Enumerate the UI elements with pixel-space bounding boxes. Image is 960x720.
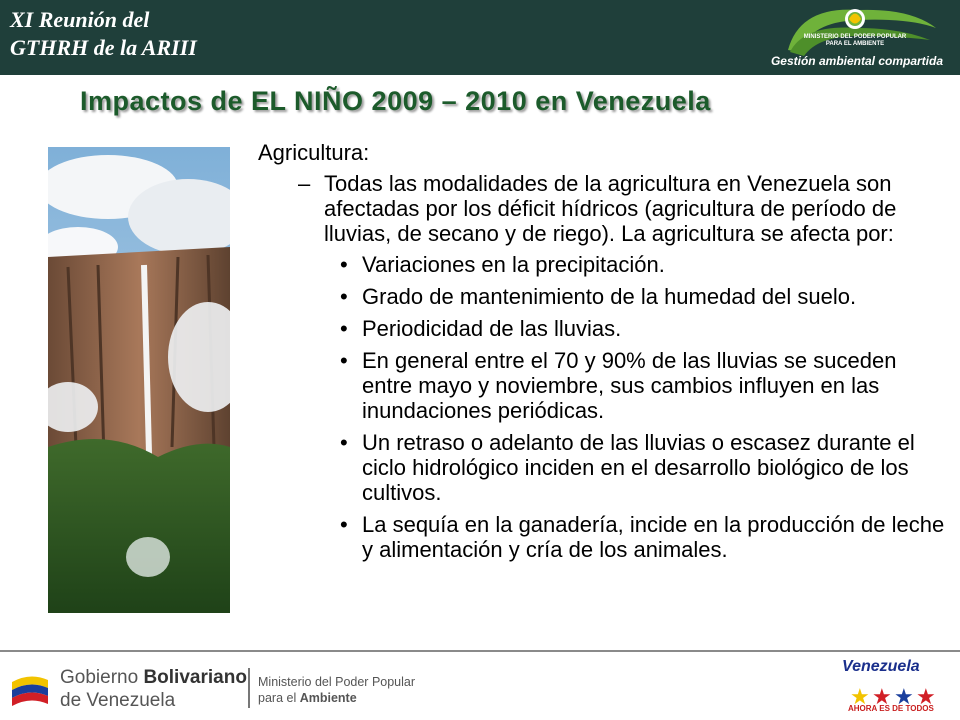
waterfall-photo [48, 147, 230, 613]
government-name-bold: Bolivariano [143, 667, 247, 688]
svg-text:★: ★ [850, 684, 870, 709]
ministry-footer-prefix: para el [258, 691, 300, 705]
bullet-dot: • [340, 512, 348, 537]
slide-body [258, 135, 948, 569]
venezuela-logo-word: Venezuela [842, 658, 920, 675]
ministry-footer-line1: Ministerio del Poder Popular [258, 675, 416, 689]
bullet-item [258, 512, 948, 562]
bullet-item [258, 316, 948, 341]
bullet-item [258, 430, 948, 505]
bullet-text: La sequía en la ganadería, incide en la producción de leche y alimentación y cría de los animales. [362, 512, 945, 562]
slide-title: Impactos de EL NIÑO 2009 – 2010 en Venezuela [80, 86, 711, 116]
government-name-prefix: Gobierno [60, 667, 144, 688]
bullet-text: Periodicidad de las lluvias. [362, 316, 622, 341]
intro-text: Todas las modalidades de la agricultura en Venezuela son afectadas por los déficit hídricos (agricultura de período de lluvias, de secano y de riego). La agricultura se afecta por: [324, 171, 897, 246]
svg-text:★: ★ [872, 684, 892, 709]
ministry-logo-line2: PARA EL AMBIENTE [825, 41, 885, 47]
venezuela-logo-tagline: AHORA ES DE TODOS [848, 704, 934, 713]
bullet-text: Grado de mantenimiento de la humedad del suelo. [362, 284, 857, 309]
government-name-line1 [60, 667, 247, 689]
ministry-slogan: Gestión ambiental compartida [770, 54, 944, 68]
bullet-dot: • [340, 284, 348, 309]
dash-marker: – [298, 171, 311, 196]
meeting-title [10, 6, 197, 62]
bullet-text: En general entre el 70 y 90% de las lluvias se suceden entre mayo y noviembre, sus cambios influyen en las inundaciones periódicas. [362, 348, 897, 423]
svg-text:★: ★ [916, 684, 936, 709]
bullet-text: Variaciones en la precipitación. [362, 252, 665, 277]
venezuela-flag-icon [8, 670, 52, 710]
ministry-logo-line1: MINISTERIO DEL PODER POPULAR [803, 34, 907, 40]
ministry-footer-text [258, 674, 415, 706]
bullet-text: Un retraso o adelanto de las lluvias o escasez durante el ciclo hidrológico inciden en el desarrollo biológico de los cultivos. [362, 430, 915, 505]
bullet-dot: • [340, 430, 348, 455]
intro-item [258, 171, 948, 246]
bullet-item [258, 284, 948, 309]
meeting-title-line1: XI Reunión del [10, 7, 150, 32]
bullet-item [258, 252, 948, 277]
government-name-line2: de Venezuela [60, 690, 176, 711]
bullet-dot: • [340, 252, 348, 277]
bullet-item [258, 348, 948, 423]
footer-separator [248, 668, 250, 708]
section-heading: Agricultura: [258, 140, 370, 165]
svg-text:★: ★ [894, 684, 914, 709]
bullet-dot: • [340, 316, 348, 341]
bullet-dot: • [340, 348, 348, 373]
ministry-footer-bold: Ambiente [299, 691, 357, 705]
meeting-title-line2: GTHRH de la ARIII [10, 35, 197, 60]
ministry-footer-line2 [258, 690, 415, 706]
